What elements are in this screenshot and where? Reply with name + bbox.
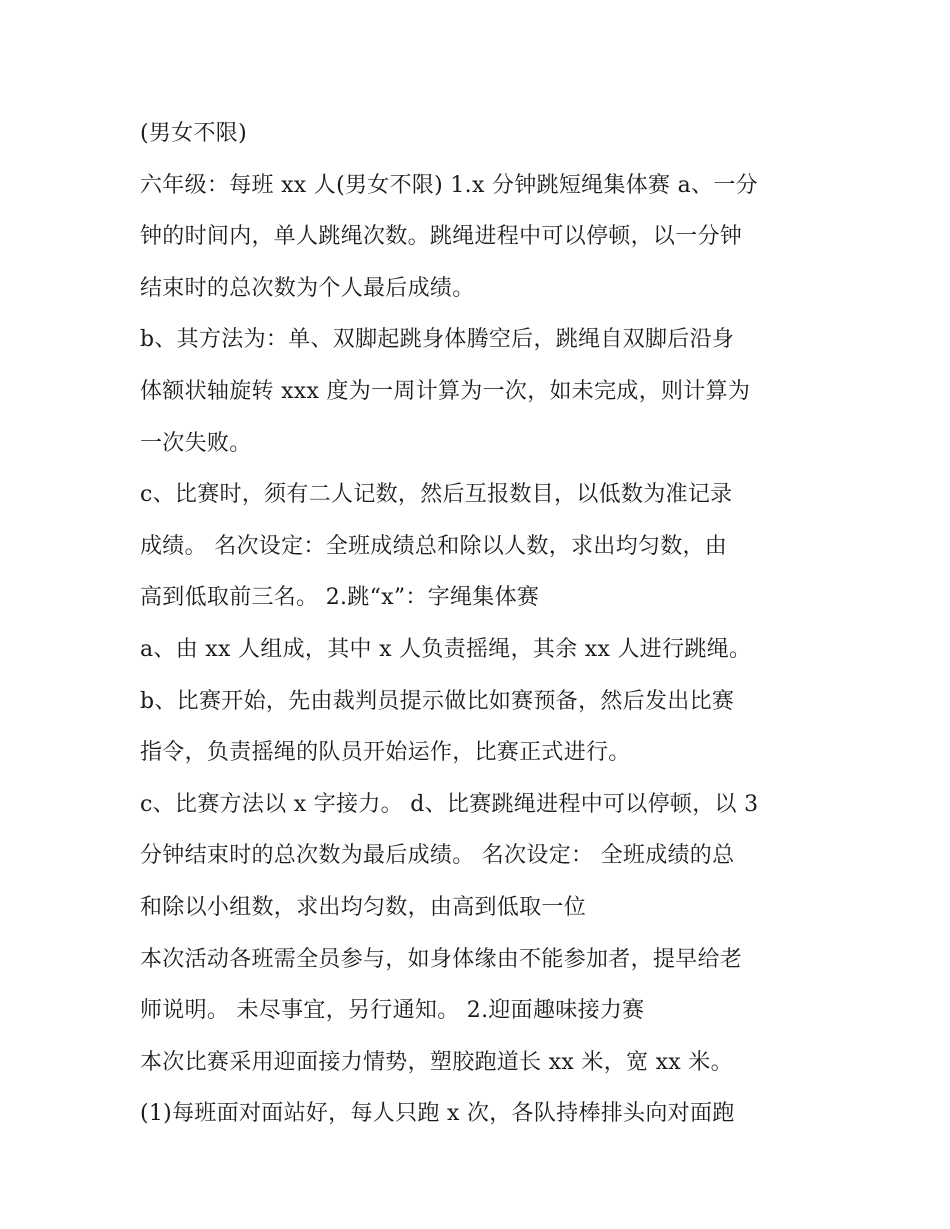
text-line: 成绩。 名次设定：全班成绩总和除以人数，求出均匀数，由 xyxy=(140,533,728,559)
text-line: 本次比赛采用迎面接力情势，塑胶跑道长 xx 米，宽 xx 米。 xyxy=(140,1049,733,1075)
text-line: 结束时的总次数为个人最后成绩。 xyxy=(140,275,475,301)
text-line: 指令，负责摇绳的队员开始运作，比赛正式进行。 xyxy=(140,740,631,766)
text-line: 六年级：每班 xx 人(男女不限) 1.x 分钟跳短绳集体赛 a、一分 xyxy=(140,172,758,198)
text-line: 一次失败。 xyxy=(140,430,252,456)
text-line: b、比赛开始，先由裁判员提示做比如赛预备，然后发出比赛 xyxy=(140,688,735,714)
text-line: 和除以小组数，求出均匀数，由高到低取一位 xyxy=(140,894,587,920)
text-line: c、比赛时，须有二人记数，然后互报数目，以低数为准记录 xyxy=(140,482,733,508)
text-line: 分钟结束时的总次数为最后成绩。 名次设定： 全班成绩的总 xyxy=(140,843,735,869)
text-line: 高到低取前三名。 2.跳“x”：字绳集体赛 xyxy=(140,585,540,611)
text-line: 体额状轴旋转 xxx 度为一周计算为一次，如未完成，则计算为 xyxy=(140,378,751,404)
text-line: a、由 xx 人组成，其中 x 人负责摇绳，其余 xx 人进行跳绳。 xyxy=(140,636,752,662)
text-line: 师说明。 未尽事宜，另行通知。 2.迎面趣味接力赛 xyxy=(140,998,645,1024)
text-line: (1)每班面对面站好，每人只跑 x 次，各队持棒排头向对面跑 xyxy=(140,1101,735,1127)
text-line: 钟的时间内，单人跳绳次数。跳绳进程中可以停顿，以一分钟 xyxy=(140,224,743,250)
text-line: 本次活动各班需全员参与，如身体缘由不能参加者，提早给老 xyxy=(140,946,743,972)
text-line: b、其方法为：单、双脚起跳身体腾空后，跳绳自双脚后沿身 xyxy=(140,327,735,353)
text-line: c、比赛方法以 x 字接力。 d、比赛跳绳进程中可以停顿，以 3 xyxy=(140,791,759,817)
body-text xyxy=(140,108,820,1140)
text-line: (男女不限) xyxy=(140,121,247,146)
